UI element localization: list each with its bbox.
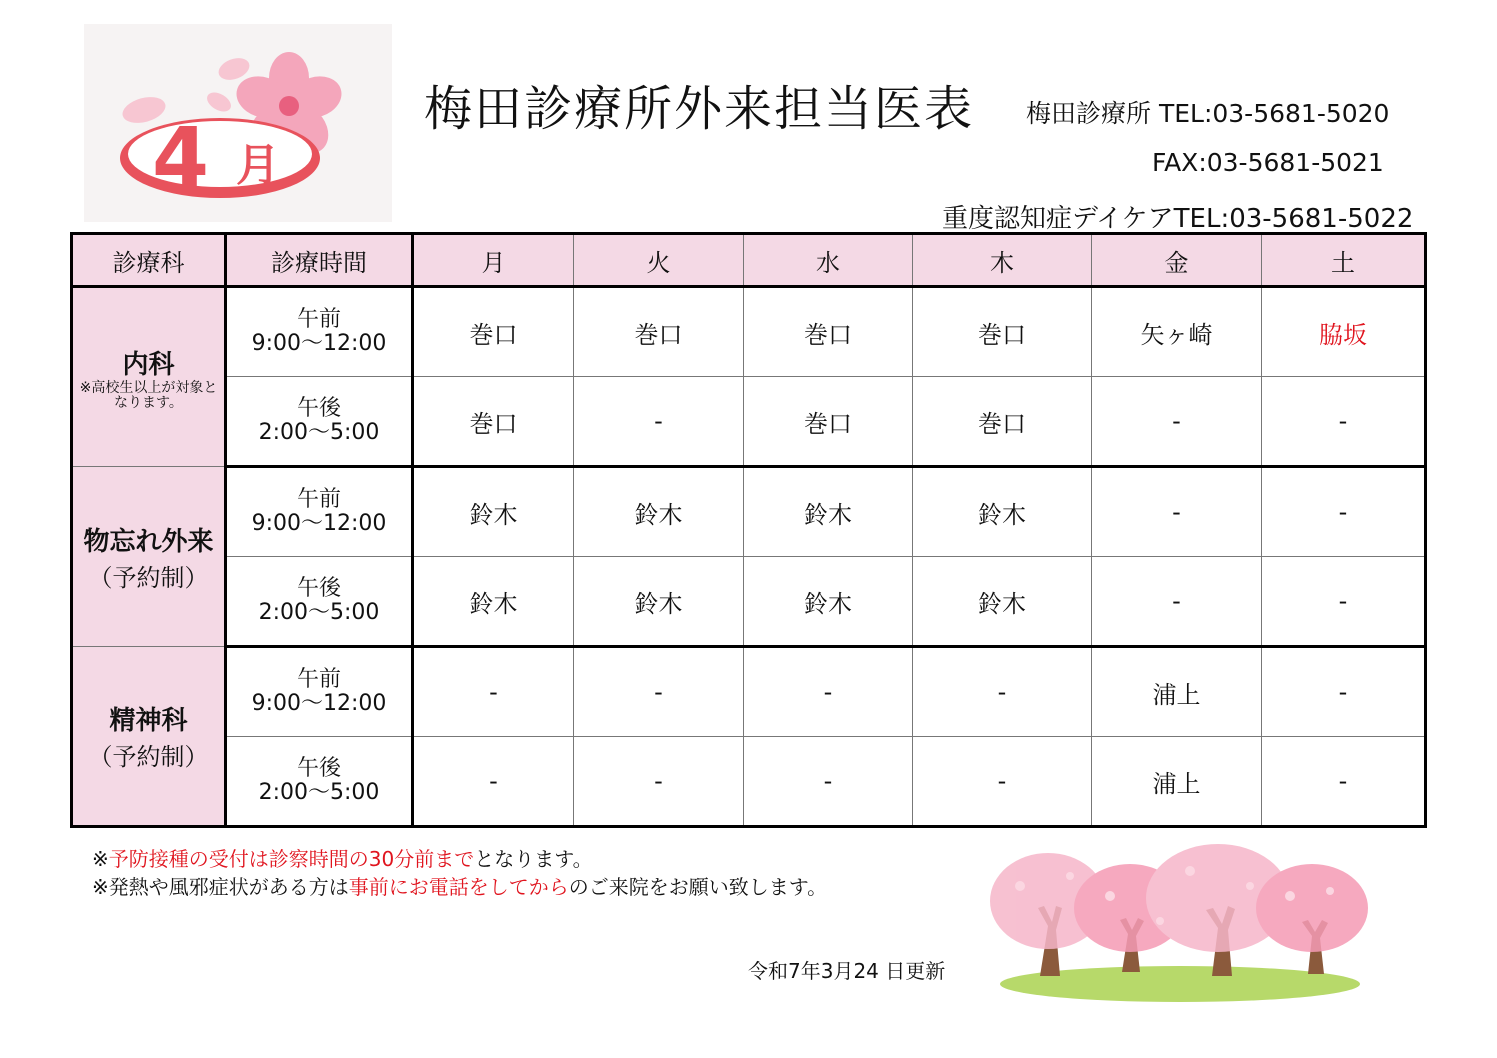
doctor-schedule-table [70,232,1427,828]
cherry-trees-illustration [990,826,1370,1006]
department-name: 物忘れ外来 [83,526,214,557]
department-note: ※高校生以上が対象となります。 [79,379,218,411]
department-psychiatry [72,647,226,827]
blossom-canopy-icon [990,844,1368,952]
table-row [72,377,1426,467]
note-highlight: 予防接種の受付は診察時間の30分前まで [108,847,475,871]
badge-month-kanji: 月 [236,140,280,191]
doctor-cell: 鈴木 [574,467,744,557]
doctor-cell: - [413,737,574,827]
doctor-cell: 巻口 [744,377,913,467]
table-row [72,467,1426,557]
header-day-fri: 金 [1092,234,1262,287]
hours-cell [226,737,413,827]
header-day-thu: 木 [913,234,1092,287]
badge-month-number: 4 [152,111,210,206]
doctor-cell: - [1262,737,1426,827]
note-suffix: となります。 [474,847,593,871]
header-day-tue: 火 [574,234,744,287]
note-vaccination [92,843,593,872]
department-sub: （予約制） [88,743,209,771]
doctor-cell: 巻口 [744,287,913,377]
doctor-cell: 鈴木 [413,467,574,557]
doctor-cell: - [413,647,574,737]
header-hours: 診療時間 [226,234,413,287]
table-row [72,737,1426,827]
doctor-cell: 鈴木 [913,557,1092,647]
hours-cell [226,467,413,557]
note-suffix: のご来院をお願い致します。 [568,875,828,899]
hours-cell [226,557,413,647]
hours-label: 9:00～12:00 [251,331,387,356]
hours-cell [226,287,413,377]
doctor-cell: - [1092,467,1262,557]
table-row [72,287,1426,377]
doctor-cell: - [1092,377,1262,467]
doctor-cell: 巻口 [574,287,744,377]
clinic-fax: FAX:03-5681-5021 [1152,148,1384,177]
doctor-cell: - [574,737,744,827]
note-fever [92,871,827,900]
header-department: 診療科 [72,234,226,287]
hours-cell [226,647,413,737]
doctor-cell-highlight: 脇坂 [1262,287,1426,377]
table-row [72,557,1426,647]
doctor-cell: 巻口 [913,377,1092,467]
period-label: 午後 [296,576,341,601]
header-day-mon: 月 [413,234,574,287]
department-internal-medicine [72,287,226,467]
hours-label: 9:00～12:00 [251,691,387,716]
period-label: 午前 [296,487,341,512]
department-sub: （予約制） [88,563,209,592]
header-day-wed: 水 [744,234,913,287]
daycare-tel: 重度認知症デイケアTEL:03-5681-5022 [942,204,1414,234]
doctor-cell: 鈴木 [744,557,913,647]
header-day-sat: 土 [1262,234,1426,287]
table-header-row [72,234,1426,287]
doctor-cell: - [1262,377,1426,467]
period-label: 午後 [296,756,341,781]
doctor-cell: - [1262,647,1426,737]
hours-label: 2:00～5:00 [258,780,380,805]
doctor-cell: 鈴木 [574,557,744,647]
doctor-cell: - [744,647,913,737]
hours-label: 9:00～12:00 [251,511,387,536]
doctor-cell: - [1262,557,1426,647]
doctor-cell: 巻口 [913,287,1092,377]
clinic-tel: 梅田診療所 TEL:03-5681-5020 [1026,99,1390,128]
updated-date: 令和7年3月24 日更新 [748,959,946,983]
period-label: 午後 [296,396,341,421]
doctor-cell: 浦上 [1092,737,1262,827]
doctor-cell: - [744,737,913,827]
page-title: 梅田診療所外来担当医表 [424,81,975,137]
doctor-cell: - [1092,557,1262,647]
april-badge-image [84,24,392,222]
hours-label: 2:00～5:00 [258,600,380,625]
hours-cell [226,377,413,467]
doctor-cell: - [913,647,1092,737]
doctor-cell: 巻口 [413,377,574,467]
note-prefix: ※ [92,847,109,871]
period-label: 午前 [296,667,341,692]
table-row [72,647,1426,737]
doctor-cell: 鈴木 [913,467,1092,557]
department-name: 内科 [122,349,175,380]
doctor-cell: 鈴木 [413,557,574,647]
doctor-cell: 巻口 [413,287,574,377]
period-label: 午前 [296,307,341,332]
doctor-cell: - [574,647,744,737]
department-memory-clinic [72,467,226,647]
doctor-cell: - [913,737,1092,827]
doctor-cell: 浦上 [1092,647,1262,737]
note-prefix: ※発熱や風邪症状がある方は [92,875,349,899]
department-name: 精神科 [109,706,188,736]
doctor-cell: 鈴木 [744,467,913,557]
doctor-cell: 矢ヶ崎 [1092,287,1262,377]
note-highlight: 事前にお電話をしてから [348,875,569,899]
hours-label: 2:00～5:00 [258,420,380,445]
doctor-cell: - [1262,467,1426,557]
doctor-cell: - [574,377,744,467]
